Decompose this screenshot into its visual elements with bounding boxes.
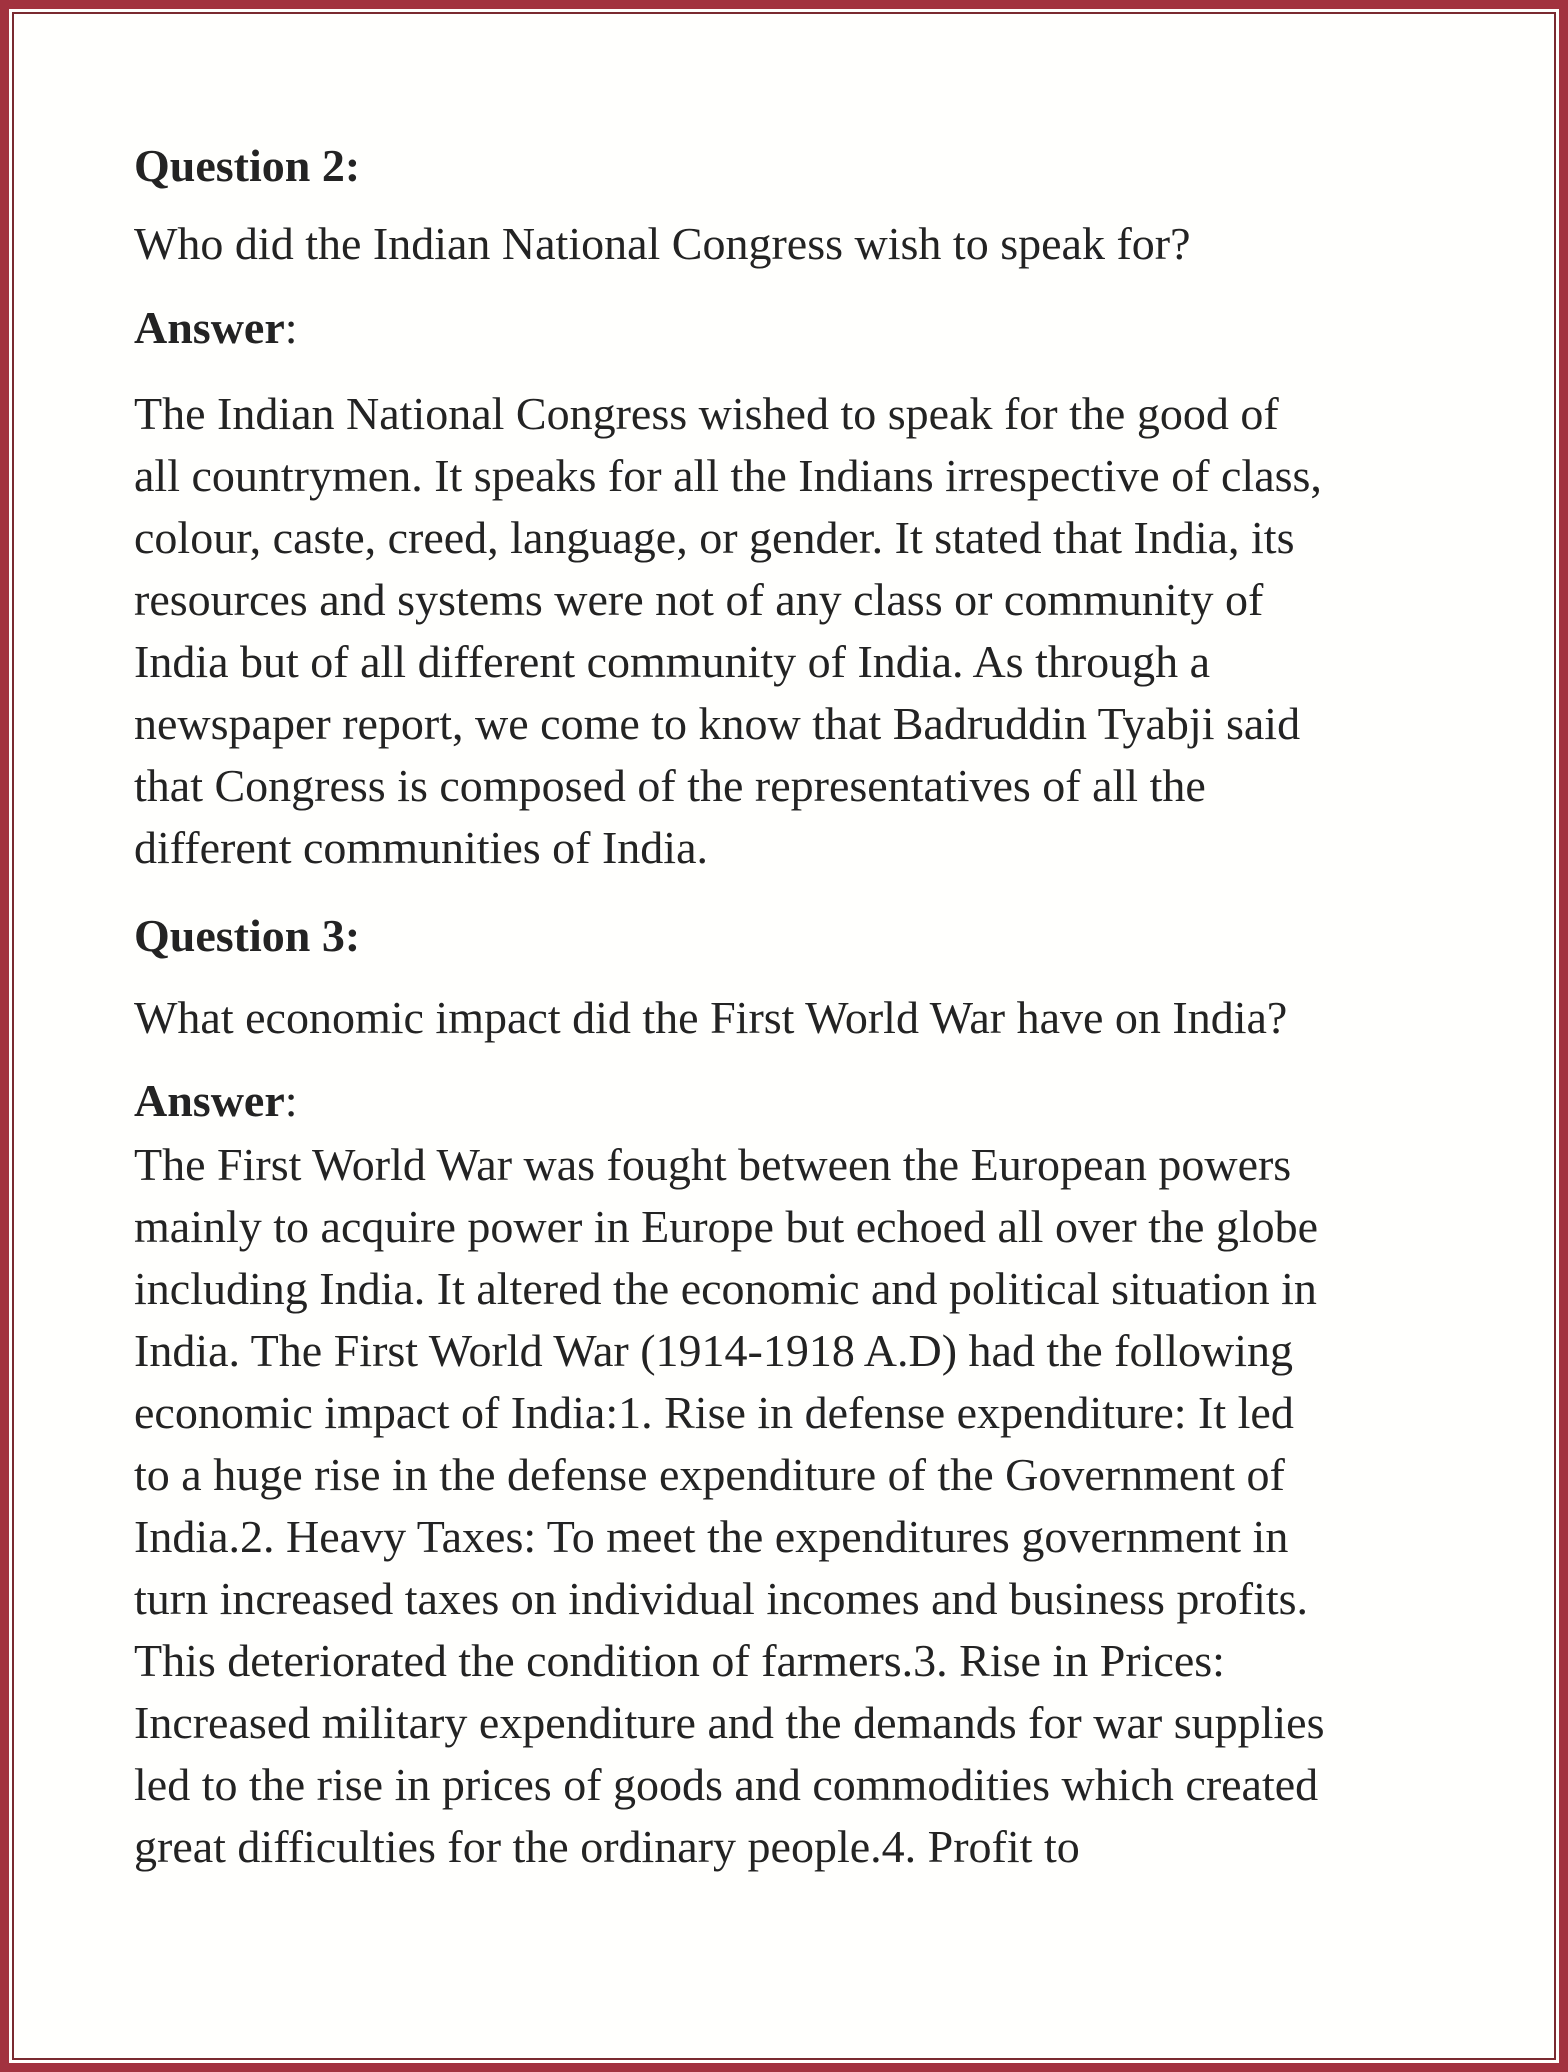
answer-line: all countrymen. It speaks for all the Indians irrespective of class, (134, 450, 1322, 501)
answer-line: turn increased taxes on individual incomes and business profits. (134, 1573, 1309, 1624)
question-2-text: Who did the Indian National Congress wish to speak for? (134, 218, 1191, 269)
answer-colon: : (284, 1075, 298, 1126)
answer-line: This deteriorated the condition of farmers.3. Rise in Prices: (134, 1635, 1225, 1686)
answer-line: to a huge rise in the defense expenditure of the Government of (134, 1449, 1285, 1500)
answer-line: The Indian National Congress wished to speak for the good of (134, 388, 1279, 439)
answer-label: Answer (134, 1075, 285, 1126)
answer-label: Answer (134, 302, 285, 353)
answer-line: The First World War was fought between the European powers (134, 1139, 1292, 1190)
question-3-heading: Question 3: (134, 910, 361, 961)
answer-line: resources and systems were not of any class or community of (134, 574, 1264, 625)
question-2-heading: Question 2: (134, 140, 361, 191)
answer-line: newspaper report, we come to know that Badruddin Tyabji said (134, 698, 1301, 749)
answer-line: colour, caste, creed, language, or gender. It stated that India, its (134, 512, 1295, 563)
answer-line: great difficulties for the ordinary people.4. Profit to (134, 1821, 1080, 1872)
answer-colon: : (284, 302, 298, 353)
answer-line: economic impact of India:1. Rise in defense expenditure: It led (134, 1387, 1294, 1438)
answer-2-text (134, 383, 1322, 879)
answer-line: including India. It altered the economic and political situation in (134, 1263, 1317, 1314)
answer-3-label (134, 1070, 298, 1132)
answer-line: India but of all different community of India. As through a (134, 636, 1211, 687)
answer-line: led to the rise in prices of goods and commodities which created (134, 1759, 1319, 1810)
answer-line: India. The First World War (1914-1918 A.D) had the following (134, 1325, 1294, 1376)
answer-line: mainly to acquire power in Europe but echoed all over the globe (134, 1201, 1319, 1252)
answer-line: India.2. Heavy Taxes: To meet the expenditures government in (134, 1511, 1289, 1562)
answer-line: that Congress is composed of the representatives of all the (134, 760, 1206, 811)
answer-2-label (134, 297, 298, 359)
question-3-text: What economic impact did the First World War have on India? (134, 992, 1288, 1043)
answer-line: different communities of India. (134, 822, 708, 873)
answer-line: Increased military expenditure and the demands for war supplies (134, 1697, 1325, 1748)
answer-3-text (134, 1134, 1324, 1878)
